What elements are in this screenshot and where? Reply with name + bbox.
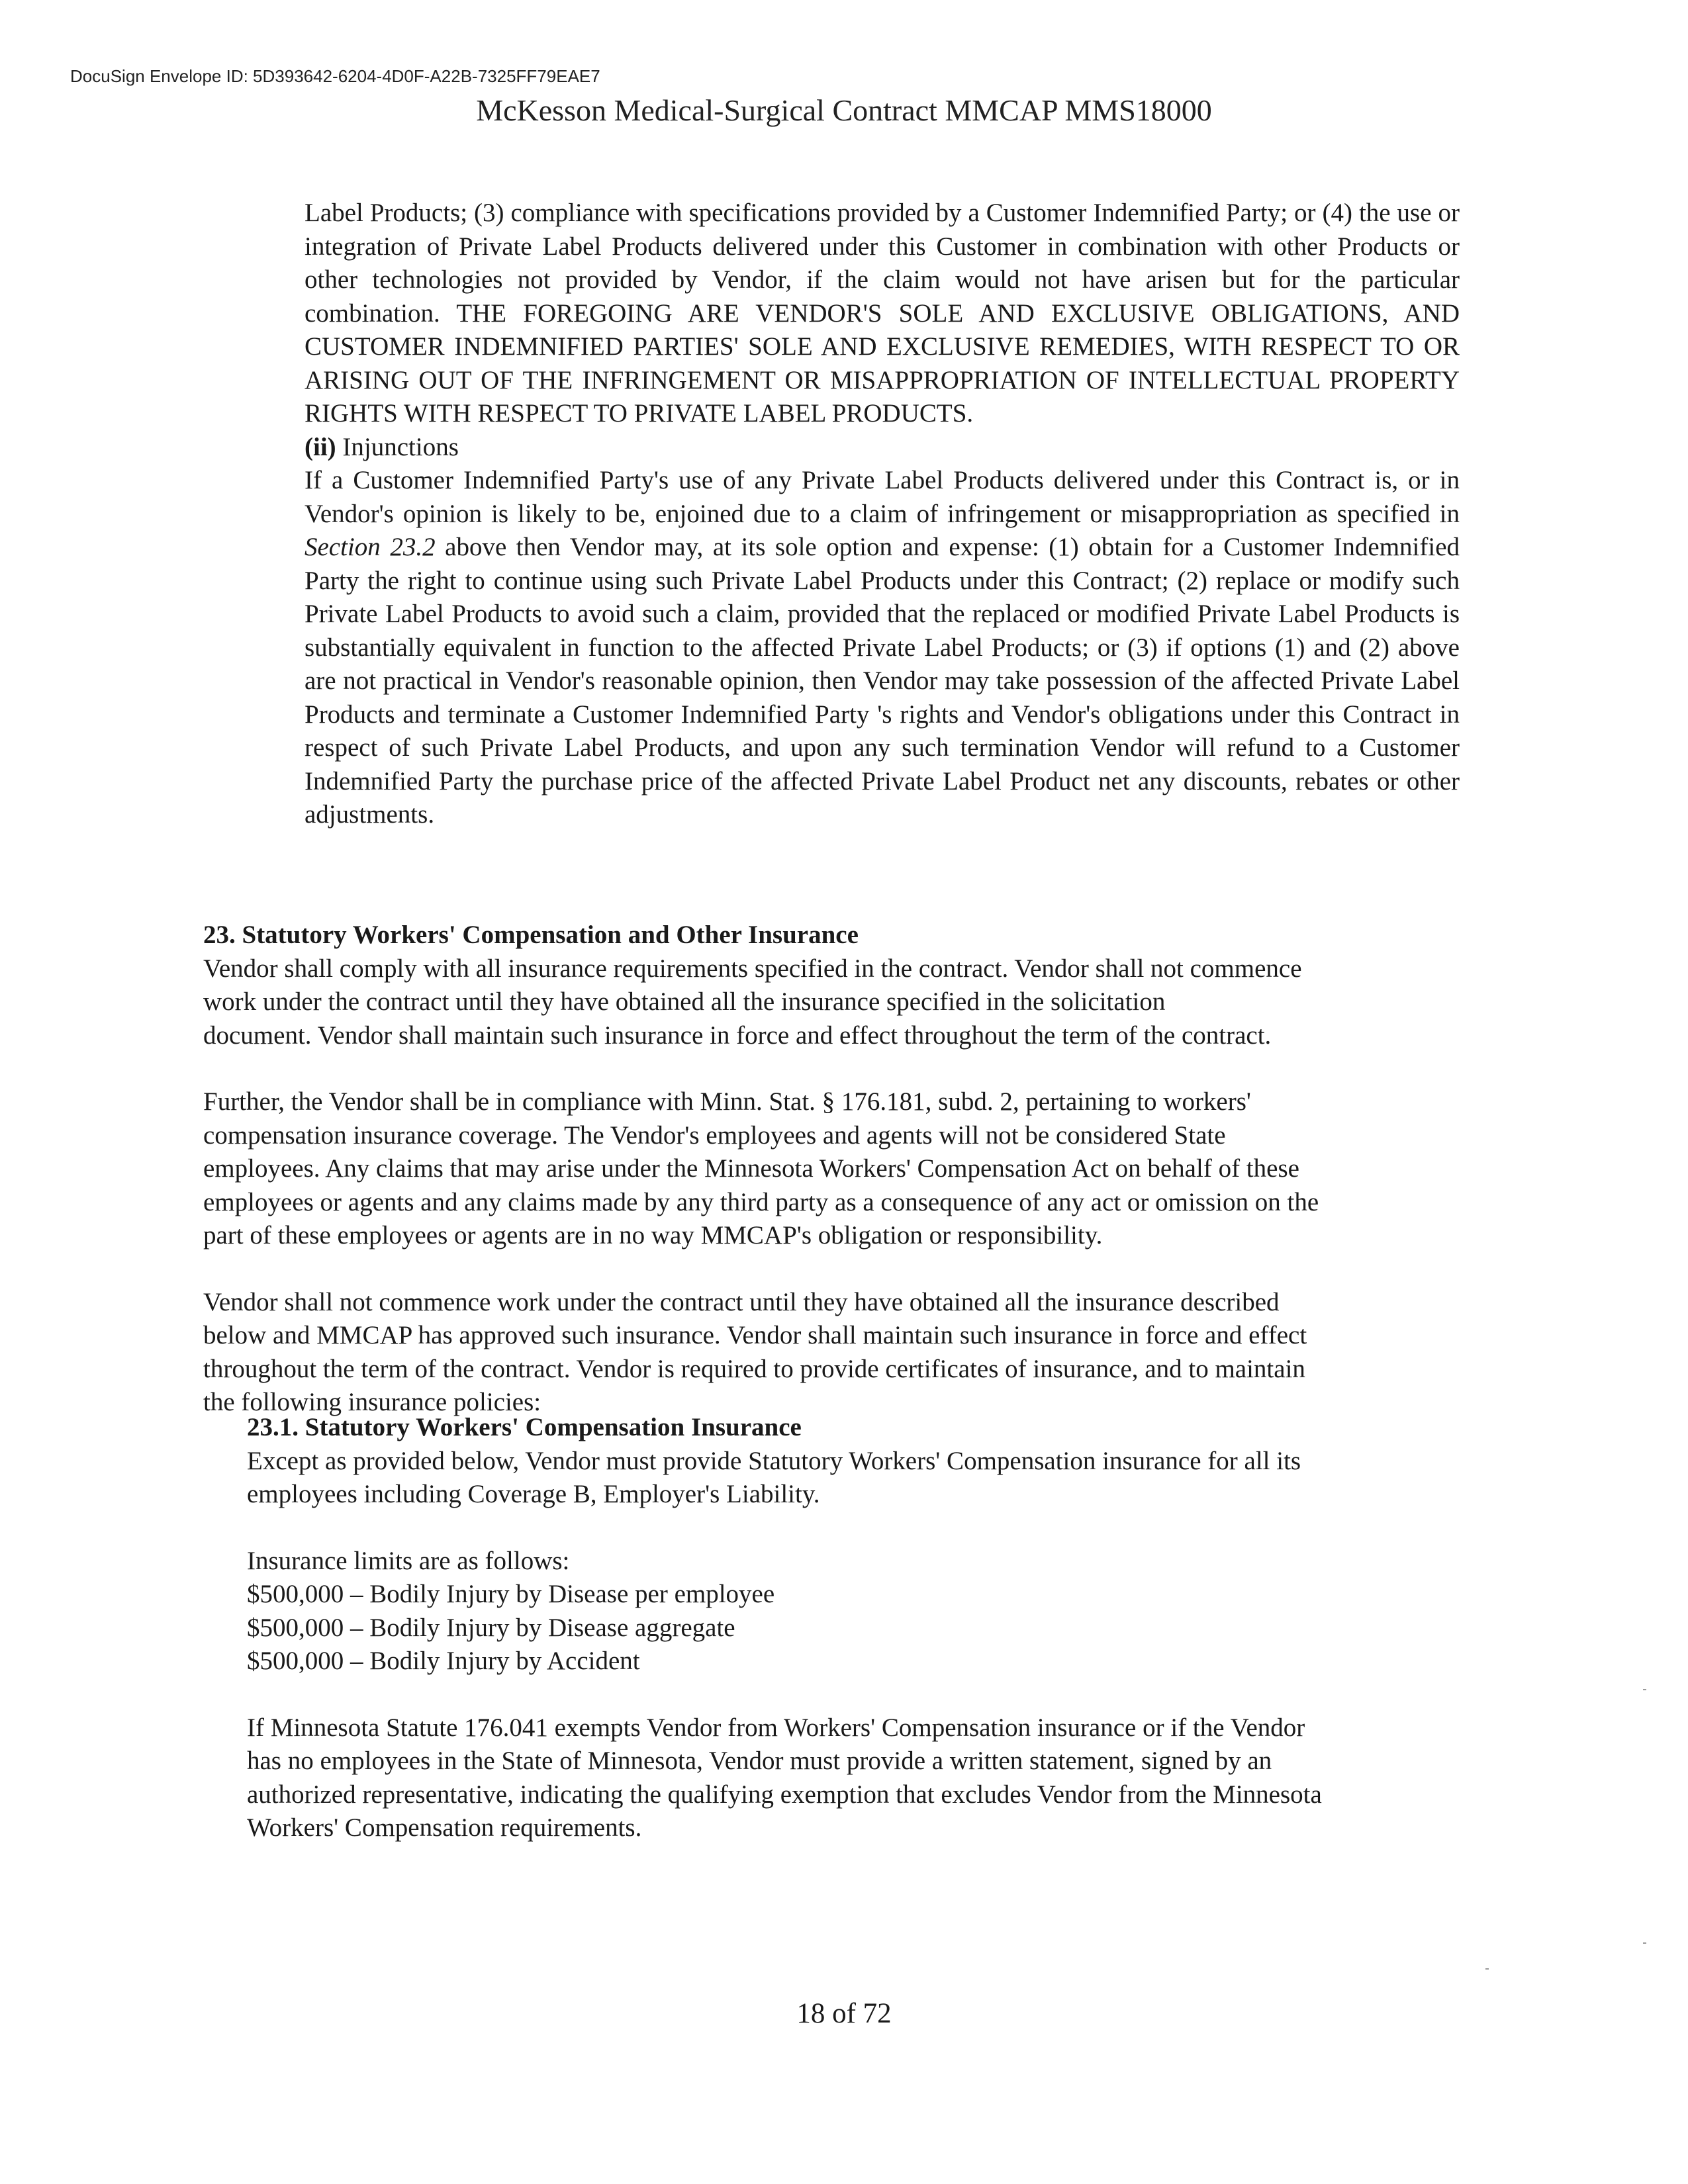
page-number: 18 of 72	[796, 1998, 892, 2029]
section-reference: Section 23.2	[305, 533, 436, 561]
text-line: Vendor shall not commence work under the contract until they have obtained all the insurance described	[203, 1287, 1280, 1316]
text-line: Vendor shall comply with all insurance requirements specified in the contract. Vendor shall not commence	[203, 954, 1302, 983]
text-line: document. Vendor shall maintain such insurance in force and effect throughout the term of the contract.	[203, 1021, 1272, 1050]
text-line: employees or agents and any claims made by any third party as a consequence of any act or omission on the	[203, 1187, 1319, 1216]
section-23-heading: 23. Statutory Workers' Compensation and Other Insurance	[203, 921, 859, 949]
text-line: Except as provided below, Vendor must provide Statutory Workers' Compensation insurance for all its	[247, 1446, 1301, 1475]
injunctions-text-before: If a Customer Indemnified Party's use of any Private Label Products delivered under this Contract is, or in Vendor's opinion is likely to be, enjoined due to a claim of infringement or misappropriation as specified in	[305, 466, 1460, 528]
page-header-title: McKesson Medical-Surgical Contract MMCAP MMS18000	[476, 93, 1212, 127]
text-line: the following insurance policies:	[203, 1388, 541, 1416]
text-line: throughout the term of the contract. Vendor is required to provide certificates of insurance, and to maintain	[203, 1354, 1305, 1383]
text-line: If Minnesota Statute 176.041 exempts Vendor from Workers' Compensation insurance or if the Vendor	[247, 1713, 1305, 1742]
insurance-limit-item: $500,000 – Bodily Injury by Disease aggregate	[247, 1613, 735, 1642]
text-line: compensation insurance coverage. The Vendor's employees and agents will not be considered State	[203, 1120, 1226, 1150]
section-23-1-paragraph-1	[247, 1445, 1458, 1512]
section-23-1	[247, 1411, 1458, 1845]
text-line: has no employees in the State of Minnesota, Vendor must provide a written statement, signed by an	[247, 1747, 1272, 1775]
injunctions-number: (ii)	[305, 432, 336, 461]
insurance-limit-item: $500,000 – Bodily Injury by Accident	[247, 1647, 640, 1675]
indemnity-section	[305, 197, 1460, 832]
text-line: below and MMCAP has approved such insurance. Vendor shall maintain such insurance in force and effect	[203, 1321, 1307, 1349]
insurance-limits-intro: Insurance limits are as follows:	[247, 1546, 570, 1575]
scan-mark	[1643, 1689, 1646, 1690]
section-23	[203, 919, 1461, 1420]
text-line: work under the contract until they have obtained all the insurance specified in the solicitation	[203, 987, 1166, 1016]
text-line: employees including Coverage B, Employer's Liability.	[247, 1480, 820, 1508]
scan-mark	[1643, 1942, 1646, 1944]
section-23-paragraph-1	[203, 952, 1461, 1053]
section-23-1-paragraph-2	[247, 1711, 1458, 1845]
section-23-1-heading: 23.1. Statutory Workers' Compensation Insurance	[247, 1413, 802, 1441]
text-line: employees. Any claims that may arise under the Minnesota Workers' Compensation Act on behalf of these	[203, 1154, 1299, 1183]
text-line: Further, the Vendor shall be in compliance with Minn. Stat. § 176.181, subd. 2, pertaining to workers'	[203, 1087, 1251, 1116]
text-line: authorized representative, indicating the qualifying exemption that excludes Vendor from the Minnesota	[247, 1780, 1322, 1809]
section-23-paragraph-2	[203, 1085, 1461, 1253]
injunctions-text-after: above then Vendor may, at its sole option and expense: (1) obtain for a Customer Indemnified Party the right to continue using such Private Label Products under this Contract; (2) replace or modify such Private Label Products to avoid such a claim, provided that the replaced or modified Private Label Products is substantially equivalent in function to the affected Private Label Products; or (3) if options (1) and (2) above are not practical in Vendor's reasonable opinion, then Vendor may take possession of the affected Private Label Products and terminate a Customer Indemnified Party 's rights and Vendor's obligations under this Contract in respect of such Private Label Products, and upon any such termination Vendor will refund to a Customer Indemnified Party the purchase price of the affected Private Label Product net any discounts, rebates or other adjustments.	[305, 533, 1460, 829]
indemnity-paragraph: Label Products; (3) compliance with specifications provided by a Customer Indemnified Party; or (4) the use or integration of Private Label Products delivered under this Customer in combination with other Products or other technologies not provided by Vendor, if the claim would not have arisen but for the particular combination. THE FOREGOING ARE VENDOR'S SOLE AND EXCLUSIVE OBLIGATIONS, AND CUSTOMER INDEMNIFIED PARTIES' SOLE AND EXCLUSIVE REMEDIES, WITH RESPECT TO OR ARISING OUT OF THE INFRINGEMENT OR MISAPPROPRIATION OF INTELLECTUAL PROPERTY RIGHTS WITH RESPECT TO PRIVATE LABEL PRODUCTS.	[305, 199, 1460, 428]
text-line: part of these employees or agents are in no way MMCAP's obligation or responsibility.	[203, 1221, 1103, 1250]
insurance-limit-item: $500,000 – Bodily Injury by Disease per employee	[247, 1580, 775, 1608]
injunctions-heading	[305, 431, 1460, 465]
scan-mark	[1485, 1968, 1489, 1970]
section-23-paragraph-3	[203, 1286, 1461, 1420]
text-line: Workers' Compensation requirements.	[247, 1813, 642, 1842]
injunctions-title: Injunctions	[342, 432, 459, 461]
insurance-limits-list	[247, 1578, 1458, 1678]
injunctions-paragraph	[305, 464, 1460, 832]
docusign-envelope-id: DocuSign Envelope ID: 5D393642-6204-4D0F-A22B-7325FF79EAE7	[70, 66, 600, 86]
